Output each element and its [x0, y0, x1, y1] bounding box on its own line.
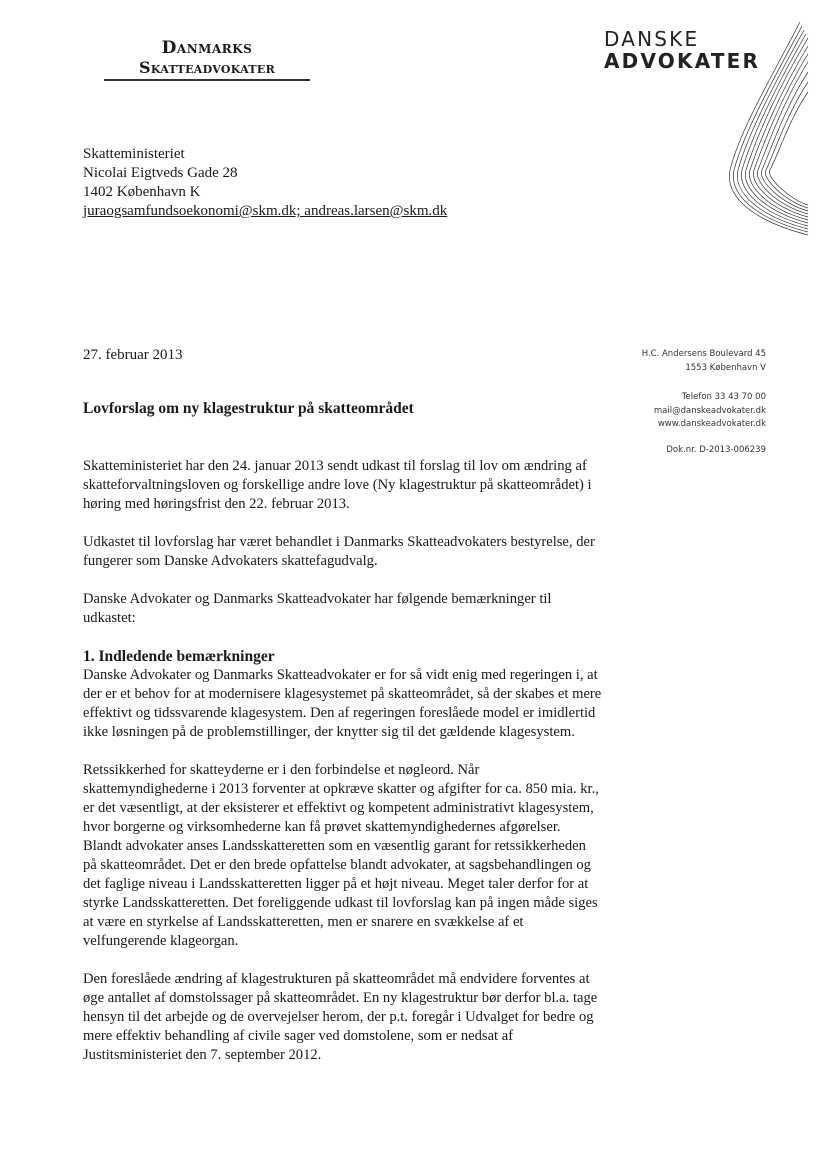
- section-heading-1: 1. Indledende bemærkninger: [83, 648, 275, 665]
- recipient-city: 1402 København K: [83, 184, 201, 200]
- sender-contact-block: [560, 348, 766, 457]
- sender-phone: Telefon 33 43 70 00: [681, 392, 766, 402]
- body-paragraph-3: Danske Advokater og Danmarks Skatteadvokater har følgende bemærkninger til udkastet:: [83, 591, 552, 626]
- sender-email[interactable]: mail@danskeadvokater.dk: [653, 405, 766, 416]
- left-logo-line1: Danmarks: [161, 38, 253, 58]
- body-paragraph-5: Retssikkerhed for skatteyderne er i den forbindelse et nøgleord. Når skattemyndighederne i 2013 forventer at opkræve skatter og afgifter for ca. 850 mia. kr., er det væsentligt, at der eksisterer et effektivt og kompetent administrativt klagesystem, hvor borgerne og virksomhederne kan få prøvet skattemyndighedernes afgørelser. Blandt advokater anses Landsskatteretten som en væsentlig garant for retssikkerheden på skatteområdet. Det er den brede opfattelse blandt advokater, at sagsbehandlingen og det faglige niveau i Landsskatteretten ligger på et højt niveau. Meget taler derfor for at styrke Landsskatteretten. Det foreliggende udkast til lovforslag kan på ingen måde siges at være en styrkelse af Landsskatteretten, men er snarere en svækkelse af et velfungerende klageorgan.: [83, 762, 599, 949]
- left-logo-line2: Skatteadvokater: [104, 58, 310, 81]
- recipient-name: Skatteministeriet: [83, 146, 185, 162]
- recipient-emails[interactable]: juraogsamfundsoekonomi@skm.dk; andreas.larsen@skm.dk: [83, 203, 448, 219]
- body-paragraph-1: Skatteministeriet har den 24. januar 2013 sendt udkast til forslag til lov om ændring af skatteforvaltningsloven og forskellige andre love (Ny klagestruktur på skatteområdet) i høring med høringsfrist den 22. februar 2013.: [83, 458, 592, 512]
- body-paragraph-6: Den foreslåede ændring af klagestrukturen på skatteområdet må endvidere forventes at øge antallet af domstolssager på skatteområdet. En ny klagestruktur bør derfor bl.a. tage hensyn til det arbejde og de overvejelser herom, der p.t. foregår i Udvalget for bedre og mere effektiv behandling af civile sager ved domstolene, som er nedsat af Justitsministeriet den 7. september 2012.: [83, 971, 598, 1063]
- sender-street: H.C. Andersens Boulevard 45: [641, 349, 766, 359]
- right-logo-line2: ADVOKATER: [604, 49, 761, 73]
- swoosh-logo-graphic: [700, 20, 810, 245]
- letter-body: [83, 457, 603, 1084]
- body-paragraph-4: Danske Advokater og Danmarks Skatteadvokater er for så vidt enig med regeringen i, at der er et behov for at modernisere klagesystemet på skatteområdet, så der skabes et mere effektivt og tidssvarende klagesystem. Den af regeringen foreslåede model er imidlertid ikke løsningen på de problemstillinger, der knytter sig til det gældende klagesystem.: [83, 667, 602, 740]
- sender-web[interactable]: www.danskeadvokater.dk: [657, 419, 766, 429]
- sender-city: 1553 København V: [685, 362, 766, 373]
- recipient-street: Nicolai Eigtveds Gade 28: [83, 165, 238, 181]
- danmarks-skatteadvokater-logo: [104, 38, 310, 81]
- letter-subject: Lovforslag om ny klagestruktur på skatteområdet: [83, 400, 414, 417]
- right-logo-line1: DANSKE: [604, 27, 700, 51]
- letter-date: 27. februar 2013: [83, 347, 183, 363]
- document-number: Dok.nr. D-2013-006239: [666, 444, 766, 455]
- recipient-address: [83, 145, 447, 221]
- body-paragraph-2: Udkastet til lovforslag har været behandlet i Danmarks Skatteadvokaters bestyrelse, der fungerer som Danske Advokaters skattefagudvalg.: [83, 534, 595, 569]
